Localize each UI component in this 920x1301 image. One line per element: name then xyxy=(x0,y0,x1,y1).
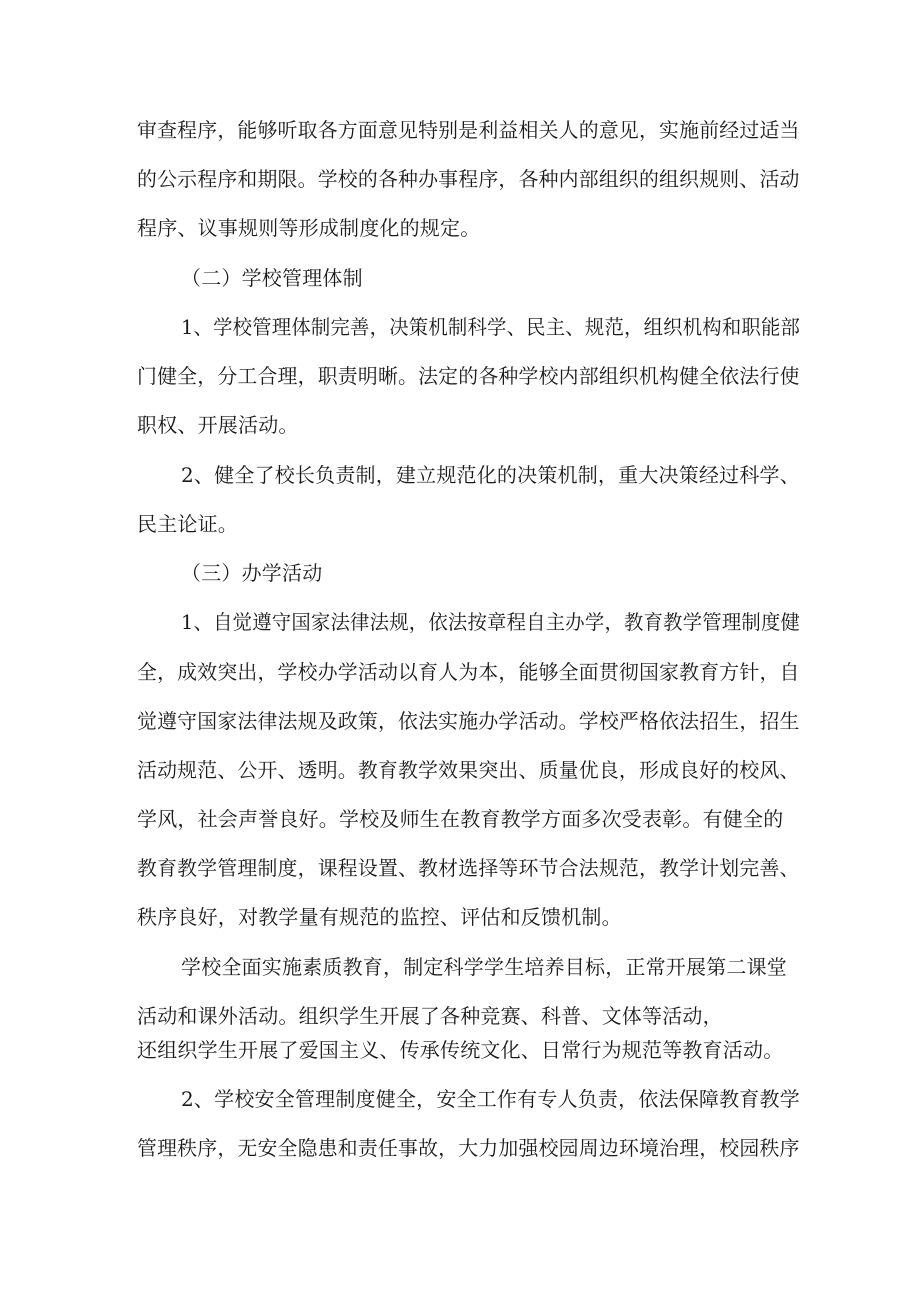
section-heading: （三）办学活动 xyxy=(181,561,323,585)
text-line: 活动和课外活动。组织学生开展了各种竞赛、科普、文体等活动， xyxy=(137,1004,723,1028)
text-line: 学校全面实施素质教育，制定科学学生培养目标，正常开展第二课堂 xyxy=(181,955,787,979)
text-line: 审查程序，能够听取各方面意见特别是利益相关人的意见，实施前经过适当 xyxy=(137,118,800,142)
text-line: 职权、开展活动。 xyxy=(137,413,299,437)
text-line: 学风，社会声誉良好。学校及师生在教育教学方面多次受表彰。有健全的 xyxy=(137,807,784,831)
text-line: 还组织学生开展了爱国主义、传承传统文化、日常行为规范等教育活动。 xyxy=(137,1038,784,1062)
section-heading: （二）学校管理体制 xyxy=(181,266,363,290)
text-line: 1、学校管理体制完善，决策机制科学、民主、规范，组织机构和职能部 xyxy=(181,315,801,339)
text-line: 民主论证。 xyxy=(137,512,238,536)
text-line: 教育教学管理制度，课程设置、教材选择等环节合法规范，教学计划完善、 xyxy=(137,856,800,880)
text-line: 2、健全了校长负责制，建立规范化的决策机制，重大决策经过科学、 xyxy=(181,463,800,487)
text-line: 门健全，分工合理，职责明晰。法定的各种学校内部组织机构健全依法行使 xyxy=(137,364,800,388)
text-line: 管理秩序，无安全隐患和责任事故，大力加强校园周边环境治理，校园秩序 xyxy=(137,1136,800,1160)
text-line: 觉遵守国家法律法规及政策，依法实施办学活动。学校严格依法招生，招生 xyxy=(137,709,800,733)
text-line: 秩序良好，对教学量有规范的监控、评估和反馈机制。 xyxy=(137,905,622,929)
text-line: 2、学校安全管理制度健全，安全工作有专人负责，依法保障教育教学 xyxy=(181,1087,800,1111)
text-line: 全，成效突出，学校办学活动以育人为本，能够全面贯彻国家教育方针，自 xyxy=(137,660,800,684)
text-line: 程序、议事规则等形成制度化的规定。 xyxy=(137,216,481,240)
text-line: 1、自觉遵守国家法律法规，依法按章程自主办学，教育教学管理制度健 xyxy=(181,610,801,634)
text-line: 的公示程序和期限。学校的各种办事程序，各种内部组织的组织规则、活动 xyxy=(137,167,800,191)
text-line: 活动规范、公开、透明。教育教学效果突出、质量优良，形成良好的校风、 xyxy=(137,758,800,782)
